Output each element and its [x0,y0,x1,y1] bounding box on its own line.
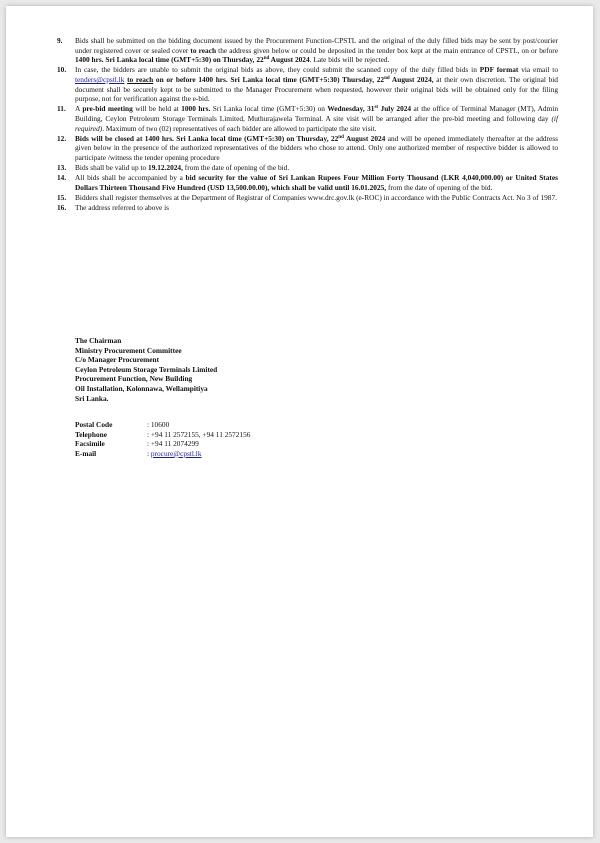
ordinal-suffix: nd [384,75,390,81]
contact-row [75,449,250,459]
contact-label: Telephone [75,429,107,439]
text-run: to reach [127,74,154,84]
text-run: Wednesday, 31 [327,104,375,114]
text-run: PDF format [479,65,519,75]
text-run: to reach [190,45,217,55]
text-run: August 2024, [389,74,434,84]
clause-number: 11. [57,104,66,114]
text-run: (if required) [75,113,558,133]
address-line: The Chairman [75,336,122,345]
contact-label: Postal Code [75,420,113,429]
contact-value [147,439,199,449]
text-run: A [75,104,83,114]
text-run: 19.12.2024, [148,163,183,173]
contact-value [147,430,250,440]
address-line: Sri Lanka. [75,393,109,403]
text-run: Bids shall be submitted on the bidding document issued by the Procurement Function-CPSTL and the original of the duly filled bids may be sent by post/courier under registered cover or sealed cover [75,36,558,55]
contact-value-text: : +94 11 2572155, +94 11 2572156 [147,429,251,439]
clause-item [57,134,558,163]
text-run: The address referred to above is [75,203,169,213]
clause-text [75,163,558,173]
text-run: All bids shall be accompanied by a [75,173,186,183]
clause-number: 13. [57,163,67,173]
clause-number: 16. [57,203,67,213]
clause-item [57,65,558,103]
text-run: Bids will be closed at 1400 hrs. Sri Lanka local time (GMT+5:30) on Thursday, 22 [75,133,339,143]
clause-number: 10. [57,65,67,75]
clause-text [75,134,558,163]
text-run: . Maximum of two (02) representatives of each bidder are allowed to participate the site visit. [102,123,377,133]
email-link[interactable]: tenders@cpstl.lk [75,74,125,84]
text-run: Bidders shall register themselves at the Department of Registrar of Companies www.drc.gov.lk (e-ROC) in accordance with the Public Contracts Act. No 3 of 1987. [75,193,557,203]
contact-value [147,449,202,459]
text-run: . Late bids will be rejected. [309,55,390,65]
clause-text [75,173,558,192]
text-run: from the date of opening of the bid. [386,182,493,192]
clauses-list [57,36,558,213]
clause-text [75,36,558,65]
clause-text [75,203,558,213]
clause-item [57,163,558,173]
text-run: July 2024 [378,104,412,114]
contact-value-text: : [147,448,151,458]
clause-item [57,203,558,213]
clause-item [57,173,558,192]
contact-label: Facsimile [75,439,105,449]
clause-number: 14. [57,173,67,183]
text-run: will be held at [132,104,182,114]
contact-label: E-mail [75,448,97,458]
ordinal-suffix: st [374,105,379,111]
address-line: Procurement Function, New Building [75,374,193,384]
text-run: August 2024 [269,55,310,65]
contact-value-text: : +94 11 2074299 [147,439,199,449]
text-run: via email to [518,65,558,75]
ordinal-suffix: nd [263,56,270,62]
ordinal-suffix: nd [338,134,344,140]
text-run: the address given below or could be deposited in the tender box kept at the main entrance of CPSTL, on or before [216,45,558,55]
email-link[interactable]: procure@cpstl.lk [150,448,202,458]
address-line: Ministry Procurement Committee [75,345,182,355]
clause-item [57,193,558,203]
address-line: Oil Installation, Kolonnawa, Wellampitiya [75,383,208,393]
text-run: at their own discretion. The original bid document shall be securely kept to be submitted to the Manager Procurement when requested, however their original bids will be obtained only for the filing purpose, not for verification against the e-bid. [75,74,558,104]
contact-row [75,430,250,440]
address-line: Ceylon Petroleum Storage Terminals Limited [75,364,218,374]
text-run: Sri Lanka local time (GMT+5:30) on [210,104,328,114]
contact-block [75,420,250,458]
clause-text [75,104,558,133]
text-run: at the office of Terminal Manager (MT), Admin Building, Ceylon Petroleum Storage Terminals Limited, Muthurajawela Terminal. A site visit will be arranged after the pre-bid meeting and following day [75,104,559,123]
text-run: 1000 hrs. [181,104,211,114]
clause-item [57,104,558,133]
document-page [6,6,593,837]
clause-item [57,36,558,65]
clause-text [75,193,558,203]
text-run: In case, the bidders are unable to submit the original bids as above, they could submit the scanned copy of the duly filled bids in [75,65,480,75]
text-run: bid security for the value of Sri Lankan Rupees Four Million Forty Thousand (LKR 4,040,000.00) or United States Dollars Thirteen Thousand Five Hundred (USD 13,500.00.00), which shall be valid until 16.01.2025, [75,173,558,192]
text-run: on or before 1400 hrs. Sri Lanka local time (GMT+5:30) Thursday, 22 [153,74,385,84]
text-run: Bids shall be valid up to [75,163,149,173]
contact-value-text: : 10600 [147,420,170,429]
text-run: 1400 hrs. Sri Lanka local time (GMT+5:30) on Thursday, 22 [75,55,264,65]
clause-text [75,65,558,103]
clause-number: 15. [57,193,67,203]
contact-row [75,439,250,449]
text-run: and will be opened immediately thereafter at the address given below in the presence of the authorized representatives of the bidders who chose to attend. Only one authorized member of respective bidder is allowed to participate /witness the tender opening procedure [75,133,558,162]
contact-row [75,420,250,430]
text-run: August 2024 [343,133,386,143]
text-run: pre-bid meeting [82,104,133,114]
clause-number: 9. [57,36,63,45]
contact-value [147,420,169,430]
address-line: C/o Manager Procurement [75,355,160,365]
text-run: from the date of opening of the bid. [182,163,290,173]
clause-number: 12. [57,133,67,143]
address-block [75,336,217,403]
